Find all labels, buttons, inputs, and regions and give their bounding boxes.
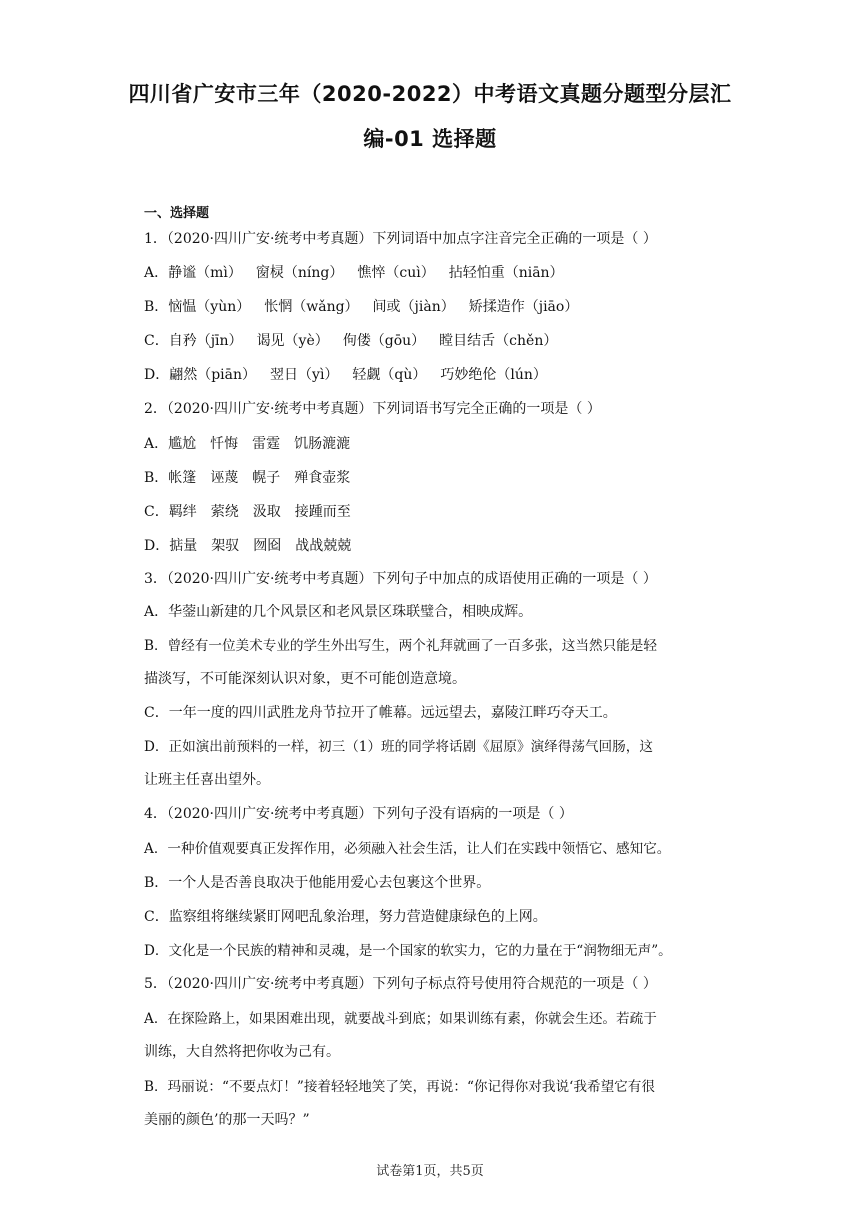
q1-option-a: A．静谧（mì） 窗棂（níng） 憔悴（cuì） 拈轻怕重（niān） (144, 265, 564, 281)
doc-title-line-1: 四川省广安市三年（2020-2022）中考语文真题分题型分层汇 (128, 82, 732, 106)
q5-option-b-line-1: B．玛丽说：“不要点灯！”接着轻轻地笑了笑，再说：“你记得你对我说‘我希望它有很 (144, 1079, 655, 1095)
page-footer: 试卷第1页，共5页 (376, 1164, 484, 1179)
q5-option-a-line-1: A．在探险路上，如果困难出现，就要战斗到底；如果训练有素，你就会生还。若疏于 (144, 1011, 657, 1027)
q5-option-b-line-2: 美丽的颜色’的那一天吗？” (144, 1112, 310, 1128)
q3-option-c: C．一年一度的四川武胜龙舟节拉开了帷幕。远远望去，嘉陵江畔巧夺天工。 (144, 705, 617, 721)
q3-stem: 3．（2020·四川广安·统考中考真题）下列句子中加点的成语使用正确的一项是（ ） (144, 571, 657, 587)
q3-option-a: A．华蓥山新建的几个风景区和老风景区珠联璧合，相映成辉。 (144, 604, 533, 620)
q3-option-b-line-2: 描淡写，不可能深刻认识对象，更不可能创造意境。 (144, 671, 466, 687)
q4-option-d: D．文化是一个民族的精神和灵魂，是一个国家的软实力，它的力量在于“润物细无声”。 (144, 943, 672, 959)
q4-option-c: C．监察组将继续紧盯网吧乱象治理，努力营造健康绿色的上网。 (144, 909, 547, 925)
q1-stem: 1．（2020·四川广安·统考中考真题）下列词语中加点字注音完全正确的一项是（ ） (144, 231, 657, 247)
q2-option-d: D．掂量 架驭 囫囵 战战兢兢 (144, 538, 352, 554)
q4-option-b: B．一个人是否善良取决于他能用爱心去包裹这个世界。 (144, 875, 491, 891)
q2-stem: 2．（2020·四川广安·统考中考真题）下列词语书写完全正确的一项是（ ） (144, 401, 601, 417)
q2-option-c: C．羁绊 萦绕 汲取 接踵而至 (144, 504, 351, 520)
section-heading: 一、选择题 (144, 206, 210, 221)
q5-option-a-line-2: 训练，大自然将把你收为己有。 (144, 1044, 340, 1060)
q1-option-c: C．自矜（jīn） 谒见（yè） 佝偻（gōu） 瞠目结舌（chěn） (144, 333, 558, 349)
q3-option-d-line-2: 让班主任喜出望外。 (144, 772, 270, 788)
doc-title-line-2: 编-01 选择题 (363, 127, 497, 151)
q3-option-b-line-1: B．曾经有一位美术专业的学生外出写生，两个礼拜就画了一百多张，这当然只能是轻 (144, 638, 657, 654)
q4-option-a: A．一种价值观要真正发挥作用，必须融入社会生活，让人们在实践中领悟它、感知它。 (144, 841, 671, 857)
q1-option-b: B．恼愠（yùn） 怅惘（wǎng） 间或（jiàn） 矫揉造作（jiāo） (144, 299, 579, 315)
q3-option-d-line-1: D．正如演出前预料的一样，初三（1）班的同学将话剧《屈原》演绎得荡气回肠，这 (144, 739, 653, 755)
q4-stem: 4．（2020·四川广安·统考中考真题）下列句子没有语病的一项是（ ） (144, 806, 573, 822)
q5-stem: 5．（2020·四川广安·统考中考真题）下列句子标点符号使用符合规范的一项是（ ） (144, 976, 657, 992)
q2-option-b: B．帐篷 诬蔑 幌子 殚食壶浆 (144, 470, 351, 486)
q1-option-d: D．翩然（piān） 翌日（yì） 轻觑（qù） 巧妙绝伦（lún） (144, 367, 547, 383)
q2-option-a: A．尴尬 忏悔 雷霆 饥肠漉漉 (144, 436, 351, 452)
